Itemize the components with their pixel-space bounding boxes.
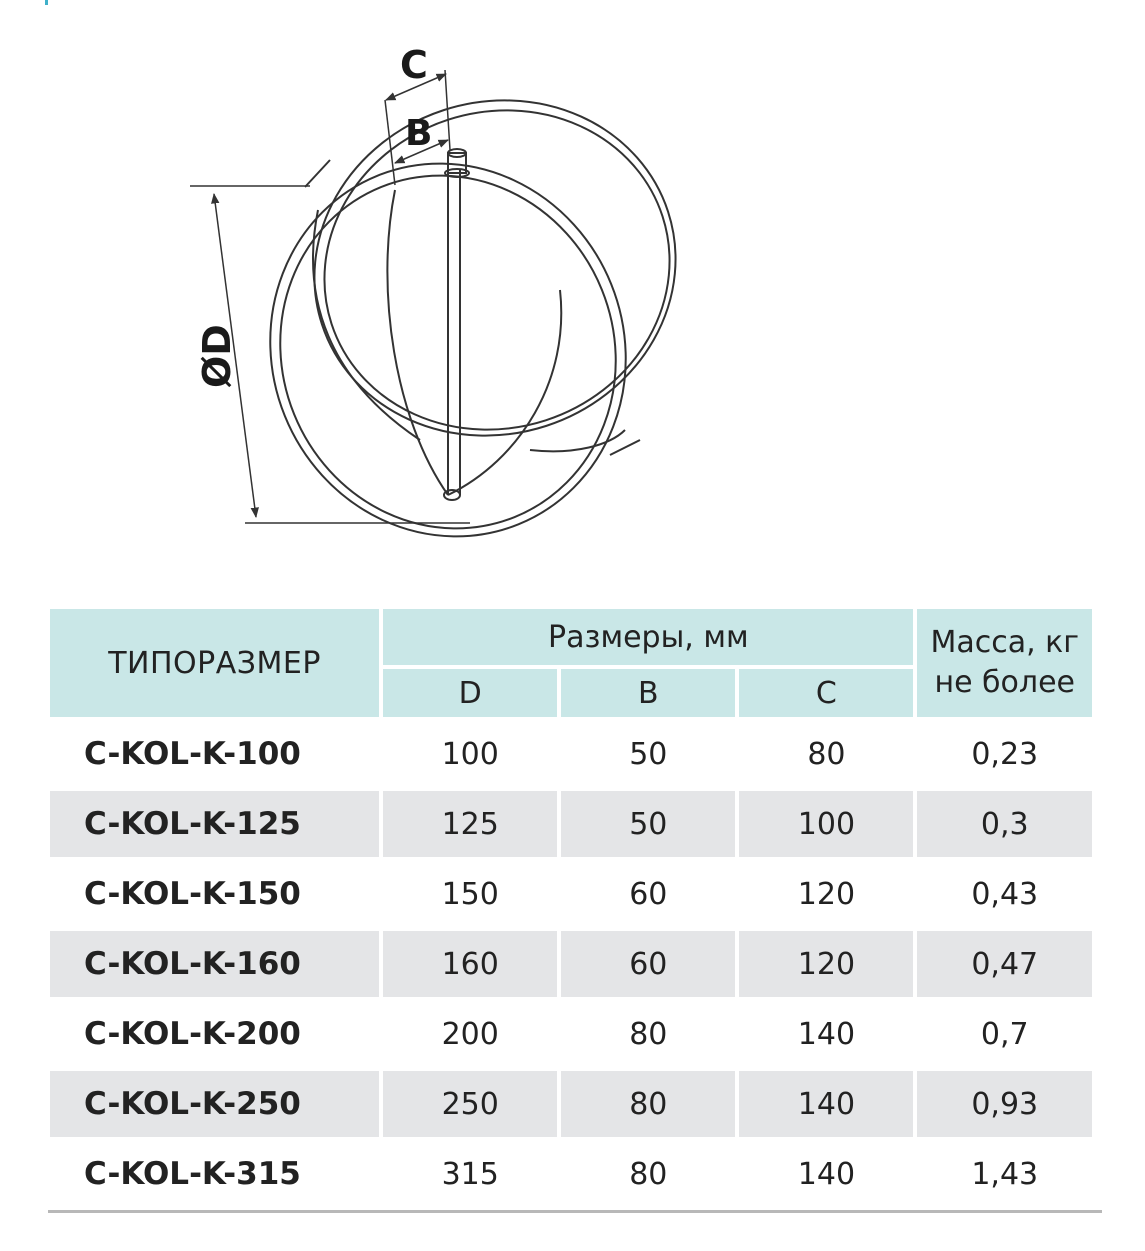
cell-model: C-KOL-K-125 — [50, 791, 379, 857]
header-dimensions: Размеры, мм — [383, 609, 913, 665]
cell-b: 50 — [561, 791, 735, 857]
cell-d: 125 — [383, 791, 557, 857]
table-row — [50, 1001, 1092, 1067]
dim-c-label: C — [400, 43, 428, 87]
cell-c: 140 — [797, 1156, 856, 1192]
cell-c: 100 — [739, 791, 913, 857]
cell-c: 140 — [739, 1071, 913, 1137]
bottom-divider — [48, 1210, 1102, 1213]
cell-c: 80 — [807, 736, 846, 772]
cell-mass: 0,3 — [917, 791, 1092, 857]
cell-mass: 0,43 — [971, 876, 1039, 912]
table-row — [50, 861, 1092, 927]
table-row — [50, 1071, 1092, 1137]
cell-b: 50 — [629, 736, 668, 772]
table-row — [50, 721, 1092, 787]
header-d: D — [383, 669, 557, 717]
cell-d: 100 — [441, 736, 499, 772]
cell-b: 60 — [561, 931, 735, 997]
dim-b-label: B — [405, 113, 433, 154]
table-row — [50, 791, 1092, 857]
cell-b: 80 — [629, 1016, 668, 1052]
cell-c: 140 — [797, 1016, 856, 1052]
table-row — [50, 1141, 1092, 1207]
cell-d: 150 — [441, 876, 499, 912]
cell-b: 80 — [629, 1156, 668, 1192]
header-mass-line2: не более — [934, 665, 1076, 700]
cell-c: 120 — [797, 876, 856, 912]
cell-d: 200 — [441, 1016, 499, 1052]
cell-mass: 0,7 — [980, 1016, 1029, 1052]
damper-drawing — [0, 0, 1145, 560]
cell-mass: 1,43 — [971, 1156, 1039, 1192]
cell-model: C-KOL-K-150 — [84, 876, 301, 912]
dim-d-label: ØD — [195, 324, 239, 388]
cell-mass: 0,23 — [971, 736, 1039, 772]
cell-mass: 0,93 — [917, 1071, 1092, 1137]
cell-d: 315 — [441, 1156, 499, 1192]
header-c: C — [739, 669, 913, 717]
cell-b: 80 — [561, 1071, 735, 1137]
table-row — [50, 931, 1092, 997]
cell-model: C-KOL-K-160 — [50, 931, 379, 997]
cell-c: 120 — [739, 931, 913, 997]
cell-model: C-KOL-K-315 — [84, 1156, 301, 1192]
header-mass — [917, 609, 1092, 717]
cell-d: 160 — [383, 931, 557, 997]
header-mass-line1: Масса, кг — [930, 625, 1080, 660]
cell-model: C-KOL-K-100 — [84, 736, 301, 772]
header-b: B — [561, 669, 735, 717]
back-rim — [271, 54, 720, 482]
cell-d: 250 — [383, 1071, 557, 1137]
cell-mass: 0,47 — [917, 931, 1092, 997]
cell-model: C-KOL-K-200 — [84, 1016, 301, 1052]
cell-b: 60 — [629, 876, 668, 912]
spec-table — [46, 605, 1096, 1211]
header-model: ТИПОРАЗМЕР — [50, 609, 379, 717]
cell-model: C-KOL-K-250 — [50, 1071, 379, 1137]
